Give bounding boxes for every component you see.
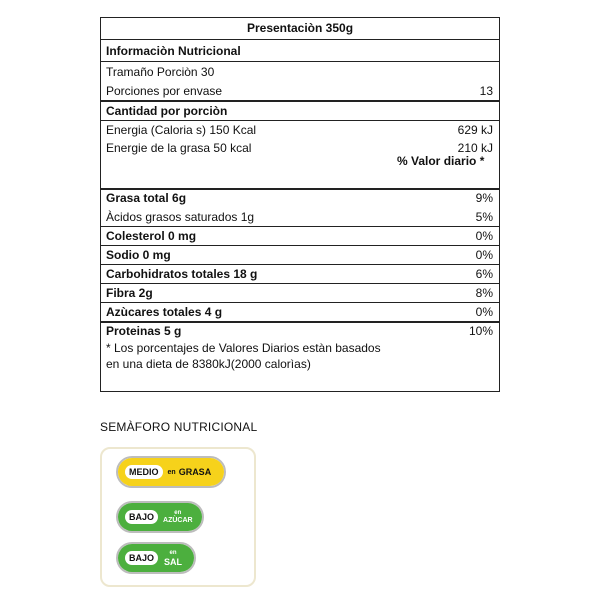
divider — [101, 283, 499, 284]
nutrient-value: 6% — [475, 267, 493, 281]
nutrient-name: Colesterol 0 mg — [106, 229, 197, 243]
salt-indicator — [116, 542, 196, 574]
fat-indicator — [116, 456, 226, 488]
salt-level: BAJO — [125, 551, 158, 565]
semaforo-title: SEMÀFORO NUTRICIONAL — [100, 420, 258, 434]
salt-nutrient: SAL — [164, 556, 183, 567]
nutrient-value: 0% — [475, 305, 493, 319]
daily-value-header: % Valor diario * — [397, 154, 485, 168]
traffic-light-panel — [100, 447, 256, 587]
sugar-level: BAJO — [125, 510, 158, 524]
sugar-text — [163, 510, 193, 524]
nutrition-facts-label — [100, 17, 500, 392]
fat-level: MEDIO — [125, 465, 163, 479]
energy-label: Energia (Caloria s) 150 Kcal — [106, 123, 257, 137]
nutrient-value: 9% — [475, 191, 493, 205]
nutrient-name: Grasa total 6g — [106, 191, 187, 205]
nutrient-value: 0% — [475, 229, 493, 243]
fat-energy-label: Energie de la grasa 50 kcal — [106, 141, 252, 155]
salt-prefix: en — [169, 549, 177, 556]
amount-header: Cantidad por porciòn — [106, 104, 228, 118]
nutrient-value: 8% — [475, 286, 493, 300]
fat-prefix: en — [167, 468, 176, 476]
sugar-prefix: en — [174, 510, 182, 516]
nutrient-name: Fibra 2g — [106, 286, 153, 300]
nutrition-header: Informaciòn Nutricional — [106, 44, 241, 58]
nutrient-name: Proteinas 5 g — [106, 324, 182, 338]
footnote: * Los porcentajes de Valores Diarios estàn basados en una dieta de 8380kJ(2000 calorìas) — [106, 341, 381, 371]
servings-value: 13 — [479, 84, 493, 98]
fat-indicator-fill — [118, 458, 224, 486]
servings-label: Porciones por envase — [106, 84, 223, 98]
nutrient-name: Àcidos grasos saturados 1g — [106, 210, 255, 224]
nutrient-value: 0% — [475, 248, 493, 262]
nutrient-name: Carbohidratos totales 18 g — [106, 267, 258, 281]
nutrient-name: Sodio 0 mg — [106, 248, 171, 262]
nutrient-name: Azùcares totales 4 g — [106, 305, 223, 319]
salt-indicator-fill — [118, 544, 194, 572]
nutrient-value: 5% — [475, 210, 493, 224]
divider — [101, 61, 499, 62]
fat-nutrient: GRASA — [178, 467, 212, 477]
salt-text — [164, 550, 182, 567]
nutrient-value: 10% — [468, 324, 493, 338]
sugar-nutrient: AZÙCAR — [163, 517, 193, 524]
serving-size: Tramaño Porciòn 30 — [106, 65, 215, 79]
sugar-indicator-fill — [118, 503, 202, 531]
presentation-title: Presentaciòn 350g — [246, 21, 354, 35]
fat-energy-value: 210 kJ — [457, 141, 493, 155]
divider — [101, 39, 499, 40]
energy-value: 629 kJ — [457, 123, 493, 137]
sugar-indicator — [116, 501, 204, 533]
